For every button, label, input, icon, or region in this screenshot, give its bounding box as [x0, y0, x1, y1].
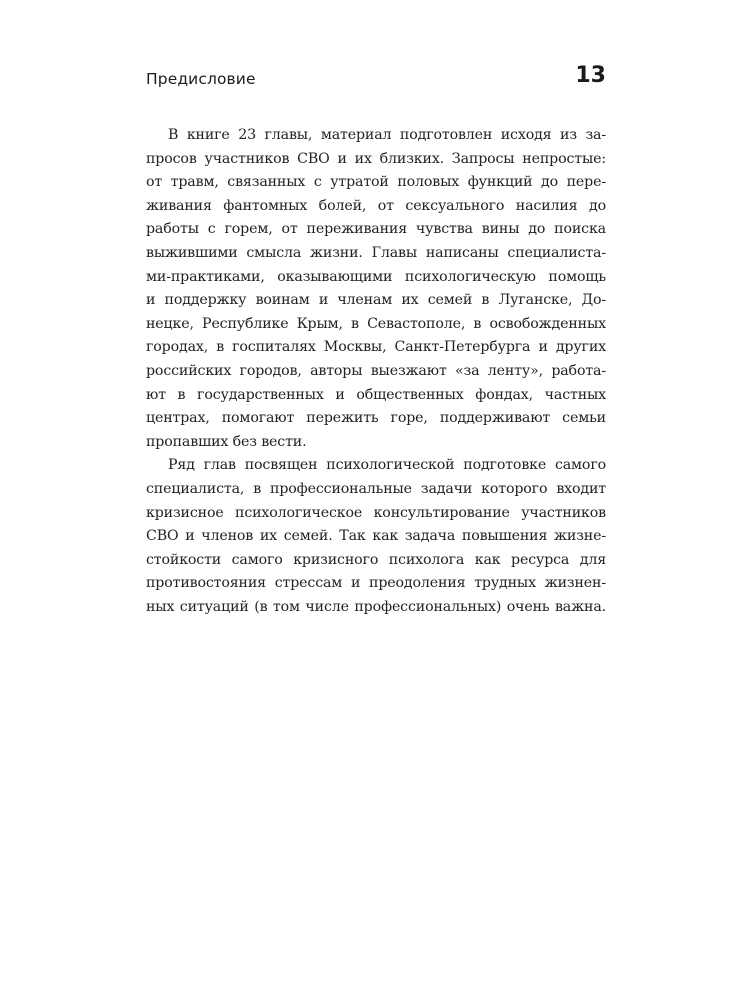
- paragraph-line: просов участников СВО и их близких. Запросы непростые:: [146, 150, 606, 167]
- paragraph-line: стойкости самого кризисного психолога как ресурса для: [146, 551, 606, 568]
- paragraph-line: выжившими смысла жизни. Главы написаны специалиста-: [146, 244, 606, 261]
- paragraph-line: ют в государственных и общественных фондах, частных: [146, 386, 606, 403]
- paragraph-line: центрах, помогают пережить горе, поддерживают семьи: [146, 410, 606, 427]
- running-header: [146, 63, 606, 96]
- paragraph-1: [146, 124, 606, 454]
- paragraph-line: противостояния стрессам и преодоления трудных жизнен-: [146, 575, 606, 592]
- paragraph-line: и поддержку воинам и членам их семей в Луганске, До-: [146, 292, 606, 309]
- paragraph-line: от травм, связанных с утратой половых функций до пере-: [146, 174, 606, 191]
- paragraph-line: живания фантомных болей, от сексуального насилия до: [146, 197, 606, 214]
- paragraph-line: пропавших без вести.: [146, 433, 307, 450]
- paragraph-line: СВО и членов их семей. Так как задача повышения жизне-: [146, 528, 606, 545]
- paragraph-line: специалиста, в профессиональные задачи которого входит: [146, 480, 606, 497]
- paragraph-2: [146, 454, 606, 619]
- paragraph-line: городах, в госпиталях Москвы, Санкт-Петербурга и других: [146, 339, 606, 356]
- section-title: Предисловие: [146, 70, 256, 88]
- paragraph-line: кризисное психологическое консультирование участников: [146, 504, 606, 521]
- page-number: 13: [575, 63, 606, 88]
- paragraph-line: Ряд глав посвящен психологической подготовке самого: [168, 457, 606, 474]
- paragraph-line: российских городов, авторы выезжают «за ленту», работа-: [146, 362, 606, 379]
- paragraph-line: нецке, Республике Крым, в Севастополе, в освобожденных: [146, 315, 606, 332]
- paragraph-line: ми-практиками, оказывающими психологическую помощь: [146, 268, 606, 285]
- paragraph-line: В книге 23 главы, материал подготовлен исходя из за-: [168, 127, 606, 143]
- paragraph-line: ных ситуаций (в том числе профессиональных) очень важна.: [146, 598, 606, 615]
- paragraph-line: работы с горем, от переживания чувства вины до поиска: [146, 221, 606, 238]
- body-text: [146, 124, 606, 619]
